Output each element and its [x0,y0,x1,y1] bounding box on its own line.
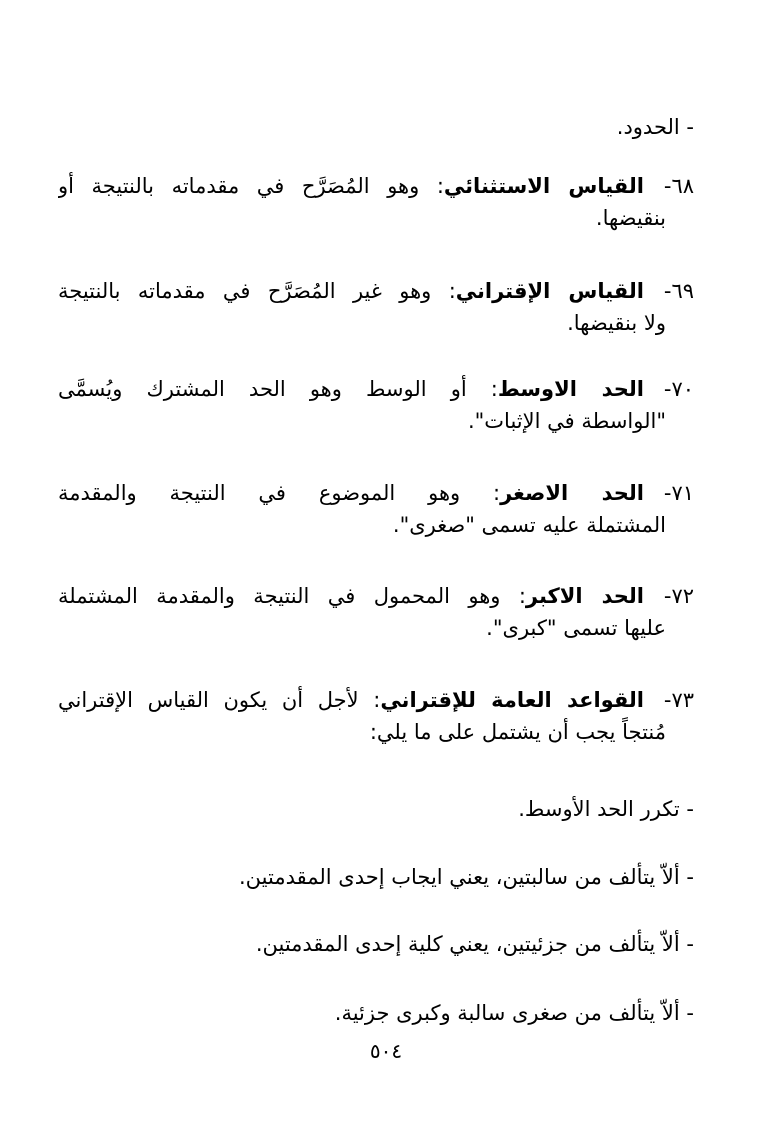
entry-definition: : لأجل أن يكون القياس الإقتراني [58,688,381,712]
entry-term: القواعد العامة للإقتراني [380,688,644,712]
definition-entry-71 [58,477,694,541]
entry-number: ٧٣- [663,688,694,712]
entry-text [58,373,644,405]
entry-term: القياس الاستثنائي [443,174,644,198]
bullet-item: - ألاّ يتألف من سالبتين، يعني ايجاب إحدى المقدمتين. [238,865,694,889]
entry-continuation: مُنتجاً يجب أن يشتمل على ما يلي: [369,720,666,744]
entry-first-line [58,170,694,202]
entry-first-line [58,684,694,716]
entry-continuation: "الواسطة في الإثبات". [467,409,666,433]
entry-term: الحد الاكبر [525,584,644,608]
intro-line: - الحدود. [616,115,694,139]
entry-text [58,684,644,716]
entry-number: ٧١- [663,481,694,505]
entry-text [58,477,644,509]
entry-definition: : أو الوسط وهو الحد المشترك ويُسمَّى [58,377,498,401]
entry-definition: : وهو المحمول في النتيجة والمقدمة المشتملة [58,584,526,608]
entry-number: ٦٩- [663,279,694,303]
entry-number: ٧٢- [663,584,694,608]
bullet-item: - ألاّ يتألف من جزئيتين، يعني كلية إحدى المقدمتين. [255,932,694,956]
entry-text [58,580,644,612]
definition-entry-70 [58,373,694,437]
entry-first-line [58,477,694,509]
entry-definition: : وهو المُصَرَّح في مقدماته بالنتيجة أو [58,174,444,198]
entry-continuation: المشتملة عليه تسمى "صغرى". [392,513,666,537]
entry-continuation: بنقيضها. [595,206,666,230]
definition-entry-72 [58,580,694,644]
entry-number: ٧٠- [663,377,694,401]
entry-text [58,170,644,202]
bullet-item: - ألاّ يتألف من صغرى سالبة وكبرى جزئية. [334,1001,694,1025]
entry-continuation: ولا بنقيضها. [567,311,666,335]
bullet-item: - تكرر الحد الأوسط. [518,797,694,821]
definition-entry-68 [58,170,694,234]
definition-entry-73 [58,684,694,748]
definition-entry-69 [58,275,694,339]
entry-first-line [58,275,694,307]
entry-continuation: عليها تسمى "كبرى". [486,616,666,640]
entry-term: القياس الإقتراني [455,279,644,303]
entry-first-line [58,580,694,612]
entry-first-line [58,373,694,405]
entry-definition: : وهو الموضوع في النتيجة والمقدمة [58,481,501,505]
entry-term: الحد الاصغر [500,481,644,505]
entry-term: الحد الاوسط [497,377,644,401]
entry-definition: : وهو غير المُصَرَّح في مقدماته بالنتيجة [58,279,456,303]
entry-number: ٦٨- [663,174,694,198]
page-number: ٥٠٤ [369,1039,403,1063]
entry-text [58,275,644,307]
